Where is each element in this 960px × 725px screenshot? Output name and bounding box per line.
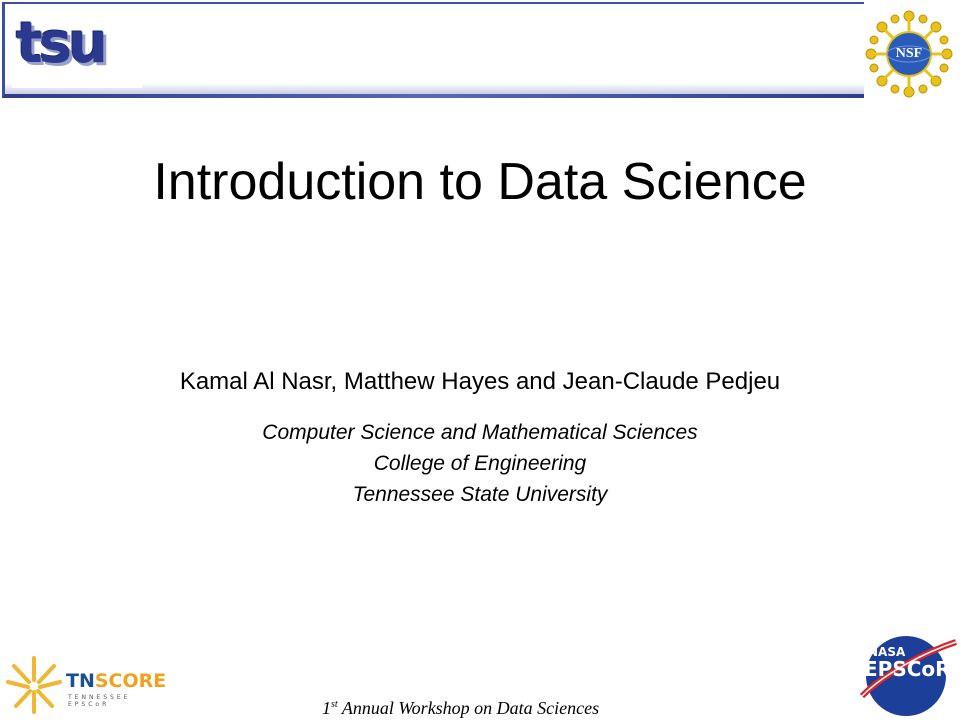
authors: Kamal Al Nasr, Matthew Hayes and Jean-Claude Pedjeu bbox=[179, 368, 781, 395]
nsf-logo bbox=[864, 6, 954, 102]
nasa-epscor-icon bbox=[856, 632, 960, 720]
tnscore-name: TNSCORE bbox=[66, 670, 167, 692]
sunburst-icon bbox=[4, 650, 64, 716]
tsu-logo-text: tsu bbox=[16, 11, 104, 76]
workshop-footer: 1st Annual Workshop on Data Sciences bbox=[322, 698, 600, 718]
affiliation-college: College of Engineering bbox=[373, 452, 587, 475]
slide-title: Introduction to Data Science bbox=[153, 153, 807, 211]
affiliation-university: Tennessee State University bbox=[352, 483, 608, 506]
tnscore-subtitle: TENNESSEE EPSCoR bbox=[68, 694, 131, 708]
affiliation-department: Computer Science and Mathematical Sciences bbox=[262, 421, 698, 444]
nasa-epscor-logo bbox=[856, 632, 960, 720]
tsu-logo bbox=[12, 10, 142, 88]
nsf-logo-text: NSF bbox=[895, 46, 923, 61]
epscor-text: EPSCoR bbox=[864, 657, 951, 681]
tnscore-logo bbox=[4, 650, 174, 716]
nasa-text: NASA bbox=[868, 645, 906, 659]
